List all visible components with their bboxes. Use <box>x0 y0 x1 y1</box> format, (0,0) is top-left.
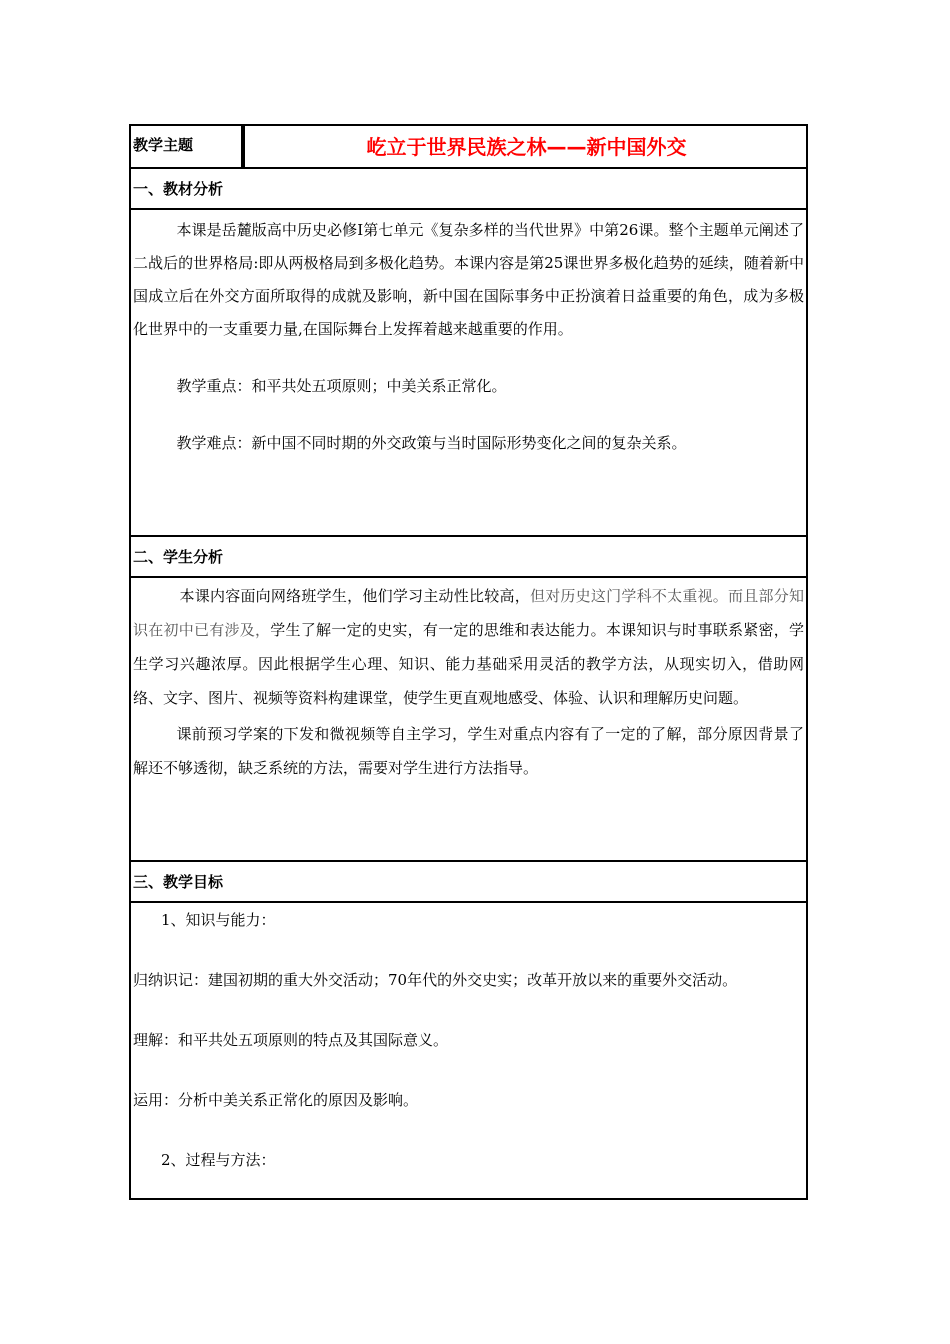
topic-divider <box>243 126 245 167</box>
student-text-c: 学生了解一定的史实，有一定的思维和表达能力。本课知识与时事联系紧密，学生学习兴趣浓厚。因此根据学生心理、知识、能力基础采用灵活的教学方法，从现实切入，借助网络、文字、图片、视频等资料构建课堂，使学生更直观地感受、体验、认识和理解历史问题。 <box>133 621 804 707</box>
difficulties: 教学难点：新中国不同时期的外交政策与当时国际形势变化之间的复杂关系。 <box>176 434 687 452</box>
lesson-title: 屹立于世界民族之林——新中国外交 <box>366 135 687 159</box>
student-text-a: 本课内容面向网络班学生，他们学习主动性比较高， <box>179 587 530 605</box>
topic-row <box>131 126 806 169</box>
goal-understand: 理解：和平共处五项原则的特点及其国际意义。 <box>133 1031 449 1049</box>
teaching-goals-body <box>131 903 806 1198</box>
student-paragraph-2: 课前预习学案的下发和微视频等自主学习，学生对重点内容有了一定的了解，部分原因背景了解还不够透彻，缺乏系统的方法，需要对学生进行方法指导。 <box>133 725 804 777</box>
student-analysis-heading: 二、学生分析 <box>131 537 806 578</box>
topic-label: 教学主题 <box>131 126 243 167</box>
teaching-goals-heading: 三、教学目标 <box>131 862 806 903</box>
goal-knowledge-title: 1、知识与能力： <box>161 911 276 929</box>
student-text-b: 但对历史这门学科不太重视。而且部分知识在初中已有涉及， <box>133 587 804 639</box>
student-analysis-body <box>131 578 806 862</box>
goal-apply: 运用：分析中美关系正常化的原因及影响。 <box>133 1091 419 1109</box>
goal-recall: 归纳识记：建国初期的重大外交活动；70年代的外交史实；改革开放以来的重要外交活动。 <box>133 971 738 989</box>
lesson-plan-table <box>129 124 808 1200</box>
material-paragraph: 本课是岳麓版高中历史必修Ⅰ第七单元《复杂多样的当代世界》中第26课。整个主题单元阐述了二战后的世界格局:即从两极格局到多极化趋势。本课内容是第25课世界多极化趋势的延续，随着新中国成立后在外交方面所取得的成就及影响，新中国在国际事务中正扮演着日益重要的角色，成为多极化世界中的一支重要力量,在国际舞台上发挥着越来越重要的作用。 <box>133 221 804 338</box>
key-points: 教学重点：和平共处五项原则；中美关系正常化。 <box>176 377 507 395</box>
goal-process-title: 2、过程与方法： <box>161 1151 276 1169</box>
material-analysis-heading: 一、教材分析 <box>131 169 806 210</box>
material-analysis-body <box>131 210 806 537</box>
student-paragraph <box>133 579 804 715</box>
